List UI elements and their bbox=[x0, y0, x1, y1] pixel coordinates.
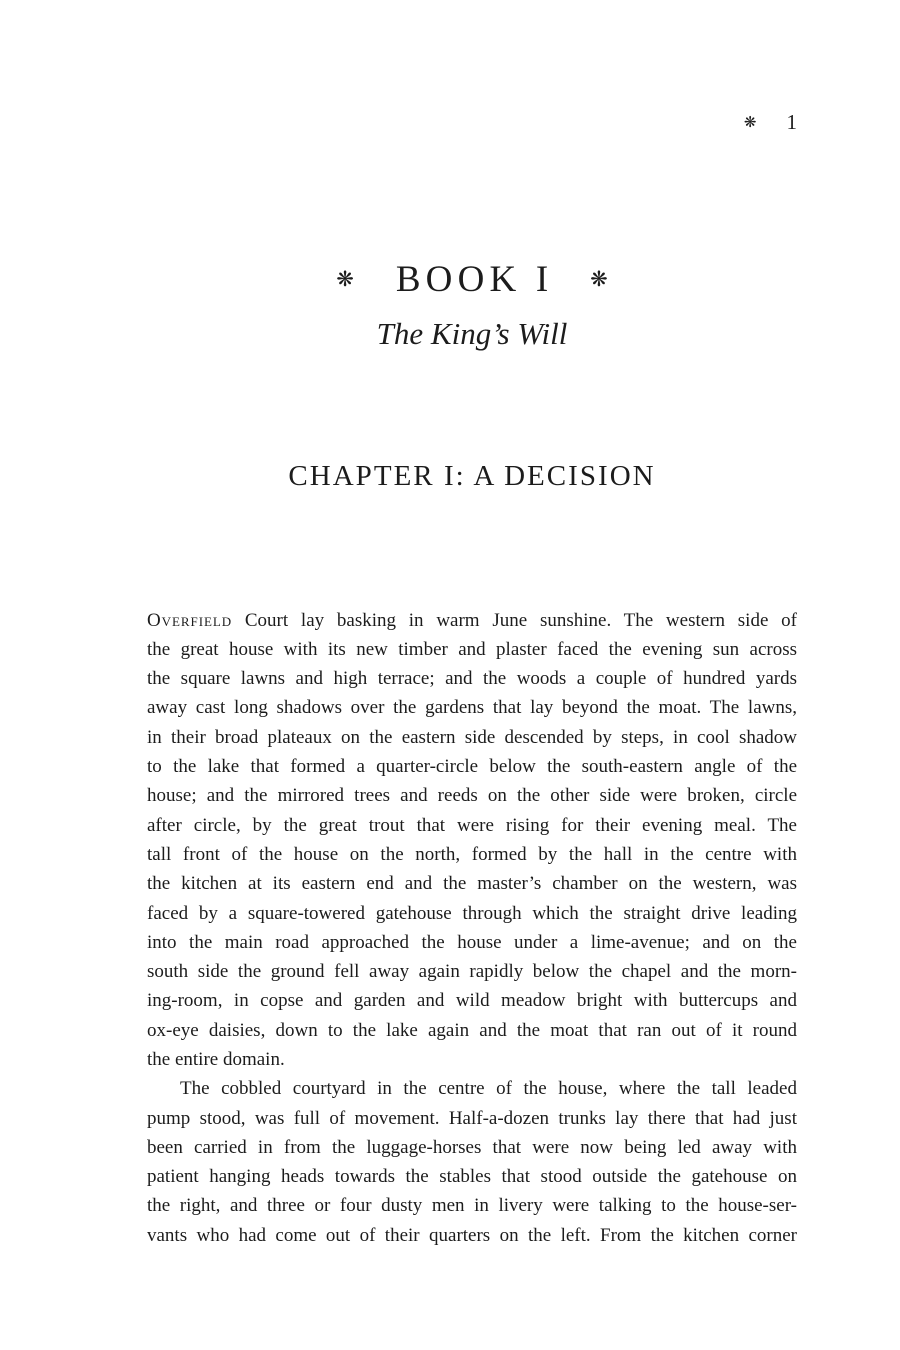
text-column bbox=[147, 0, 797, 1250]
page-header bbox=[147, 0, 797, 133]
body-text-line: Overfield Court lay basking in warm June sunshine. The western side of bbox=[147, 609, 797, 631]
body-text-line: house; and the mirrored trees and reeds on the other side were broken, circle bbox=[147, 785, 797, 807]
body-text-line: vants who had come out of their quarters on the left. From the kitchen corner bbox=[147, 1224, 797, 1246]
body-text-line: into the main road approached the house under a lime-avenue; and on the bbox=[147, 931, 797, 953]
body-text-line: ox-eye daisies, down to the lake again and the moat that ran out of it round bbox=[147, 1019, 797, 1041]
book-subtitle: The King’s Will bbox=[376, 316, 568, 351]
paragraph bbox=[147, 606, 797, 1075]
body-text-line: been carried in from the luggage-horses that were now being led away with bbox=[147, 1136, 797, 1158]
chapter-title: CHAPTER I: A DECISION bbox=[288, 460, 656, 493]
body-text-line: in their broad plateaux on the eastern side descended by steps, in cool shadow bbox=[147, 726, 797, 748]
body-text-line: pump stood, was full of movement. Half-a-dozen trunks lay there that had just bbox=[147, 1107, 797, 1129]
body-text-line: the square lawns and high terrace; and the woods a couple of hundred yards bbox=[147, 668, 797, 690]
body-text-line: The cobbled courtyard in the centre of the house, where the tall leaded bbox=[180, 1078, 797, 1100]
body-text-line: the right, and three or four dusty men in livery were talking to the house-ser- bbox=[147, 1195, 797, 1217]
body-text-line: south side the ground fell away again rapidly below the chapel and the morn- bbox=[147, 961, 797, 983]
page-number: 1 bbox=[786, 110, 797, 134]
lead-word: Overfield bbox=[147, 609, 233, 631]
paragraph bbox=[147, 1074, 797, 1250]
body-text-line: away cast long shadows over the gardens that lay beyond the moat. The lawns, bbox=[147, 697, 797, 719]
body-text-line: the entire domain. bbox=[147, 1048, 285, 1070]
body-text-line: faced by a square-towered gatehouse through which the straight drive leading bbox=[147, 902, 797, 924]
body-text-line: after circle, by the great trout that were rising for their evening meal. The bbox=[147, 814, 797, 836]
asterisk-ornament-icon: ❋ bbox=[590, 267, 608, 291]
body-text-line: the kitchen at its eastern end and the master’s chamber on the western, was bbox=[147, 873, 797, 895]
book-title: BOOK I bbox=[395, 259, 554, 300]
book-heading bbox=[147, 261, 797, 298]
body-text-line: to the lake that formed a quarter-circle below the south-eastern angle of the bbox=[147, 756, 797, 778]
body-text bbox=[147, 606, 797, 1251]
body-text-line: ing-room, in copse and garden and wild meadow bright with buttercups and bbox=[147, 990, 797, 1012]
header-ornament-icon: ❋ bbox=[743, 113, 757, 131]
asterisk-ornament-icon: ❋ bbox=[336, 267, 354, 291]
body-text-line: patient hanging heads towards the stables that stood outside the gatehouse on bbox=[147, 1166, 797, 1188]
body-text-line: tall front of the house on the north, formed by the hall in the centre with bbox=[147, 843, 797, 865]
body-text-line: the great house with its new timber and plaster faced the evening sun across bbox=[147, 638, 797, 660]
